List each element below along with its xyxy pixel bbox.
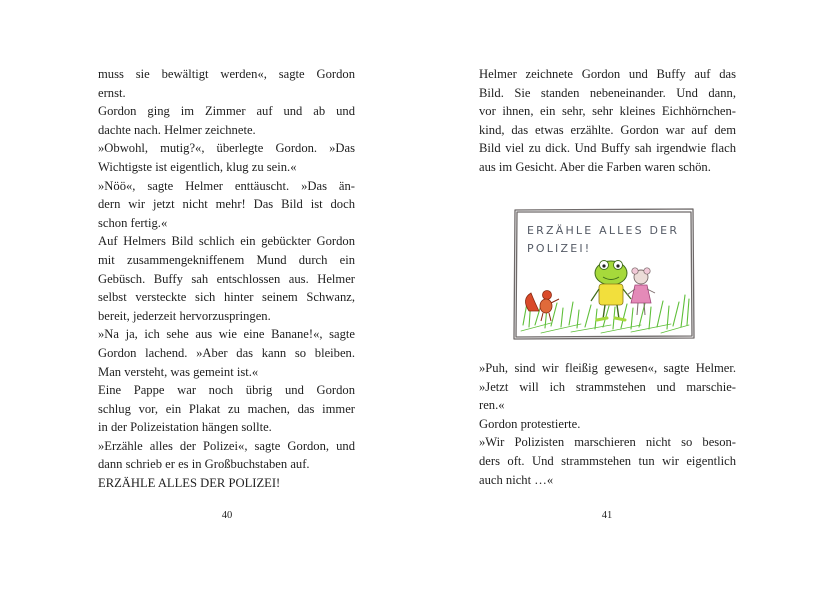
text-line: dachte nach. Helmer zeichnete. (98, 122, 256, 137)
poster-text-line2: POLIZEI! (527, 242, 592, 255)
page-number: 41 (601, 510, 613, 521)
text-line: »Obwohl, mutig?«, überlegte Gordon. »Das (98, 141, 355, 156)
text-line: ders oft. Und strammstehen tun wir eigentlich (479, 453, 736, 468)
text-line: Gordon lachend. »Aber das kann so bleiben. (98, 345, 355, 360)
text-line: schon fertig.« (98, 215, 168, 230)
text-line: vor ihnen, ein sehr, sehr kleines Eichhörnchen- (479, 104, 736, 119)
text-line: »Puh, sind wir fleißig gewesen«, sagte Helmer. (479, 361, 736, 375)
text-line: Gordon ging im Zimmer auf und ab und (98, 104, 355, 119)
text-line: aus im Gesicht. Aber die Farben waren schön. (479, 159, 711, 174)
text-line: kind, das etwas erzählte. Gordon war auf dem (479, 122, 736, 137)
text-line: ERZÄHLE ALLES DER POLIZEI! (98, 476, 281, 491)
poster-drawing (511, 207, 696, 341)
left-page-text (98, 65, 355, 493)
text-line: dann schrieb er es in Großbuchstaben auf. (98, 457, 310, 472)
text-line: »Jetzt will ich strammstehen und marschie- (479, 379, 736, 394)
right-page-text-bottom (479, 359, 736, 489)
right-page-text-top (479, 65, 736, 177)
text-line: Bild. Sie standen nebeneinander. Und dann, (479, 85, 736, 100)
poster-text-line1: ERZÄHLE ALLES DER (527, 224, 680, 237)
text-line: Man versteht, was gemeint ist.« (98, 364, 259, 379)
poster-illustration (511, 207, 696, 341)
text-line: selbst versteckte sich hinter seinem Schwanz, (98, 290, 355, 305)
text-line: Bild viel zu dick. Und Buffy sah irgendwie flach (479, 141, 736, 156)
text-line: auch nicht …« (479, 472, 554, 487)
text-line: ernst. (98, 85, 126, 100)
text-line: Auf Helmers Bild schlich ein gebückter Gordon (98, 234, 355, 249)
text-line: bereit, jederzeit hervorzuspringen. (98, 308, 271, 323)
text-line: »Nöö«, sagte Helmer enttäuscht. »Das än- (98, 178, 355, 193)
text-line: ren.« (479, 398, 505, 413)
text-line: mit zusammengekniffenem Mund durch ein (98, 252, 355, 267)
text-line: »Wir Polizisten marschieren nicht so beson- (479, 435, 736, 450)
text-line: »Erzähle alles der Polizei«, sagte Gordon, und (98, 438, 355, 453)
text-line: schlug vor, ein Plakat zu machen, das immer (98, 401, 355, 416)
right-page (416, 0, 833, 595)
text-line: Gebüsch. Buffy sah entschlossen aus. Helmer (98, 271, 355, 286)
text-line: Helmer zeichnete Gordon und Buffy auf das (479, 67, 736, 81)
text-line: Wichtigste ist eigentlich, klug zu sein.« (98, 159, 297, 174)
text-line: Eine Pappe war noch übrig und Gordon (98, 383, 355, 398)
text-line: Gordon protestierte. (479, 416, 581, 431)
page-number: 40 (221, 510, 233, 521)
left-page (0, 0, 416, 595)
text-line: »Na ja, ich sehe aus wie eine Banane!«, sagte (98, 327, 355, 342)
text-line: dern wir jetzt nicht mehr! Das Bild ist doch (98, 197, 355, 212)
text-line: muss sie bewältigt werden«, sagte Gordon (98, 67, 355, 81)
text-line: in der Polizeistation hängen sollte. (98, 420, 272, 435)
